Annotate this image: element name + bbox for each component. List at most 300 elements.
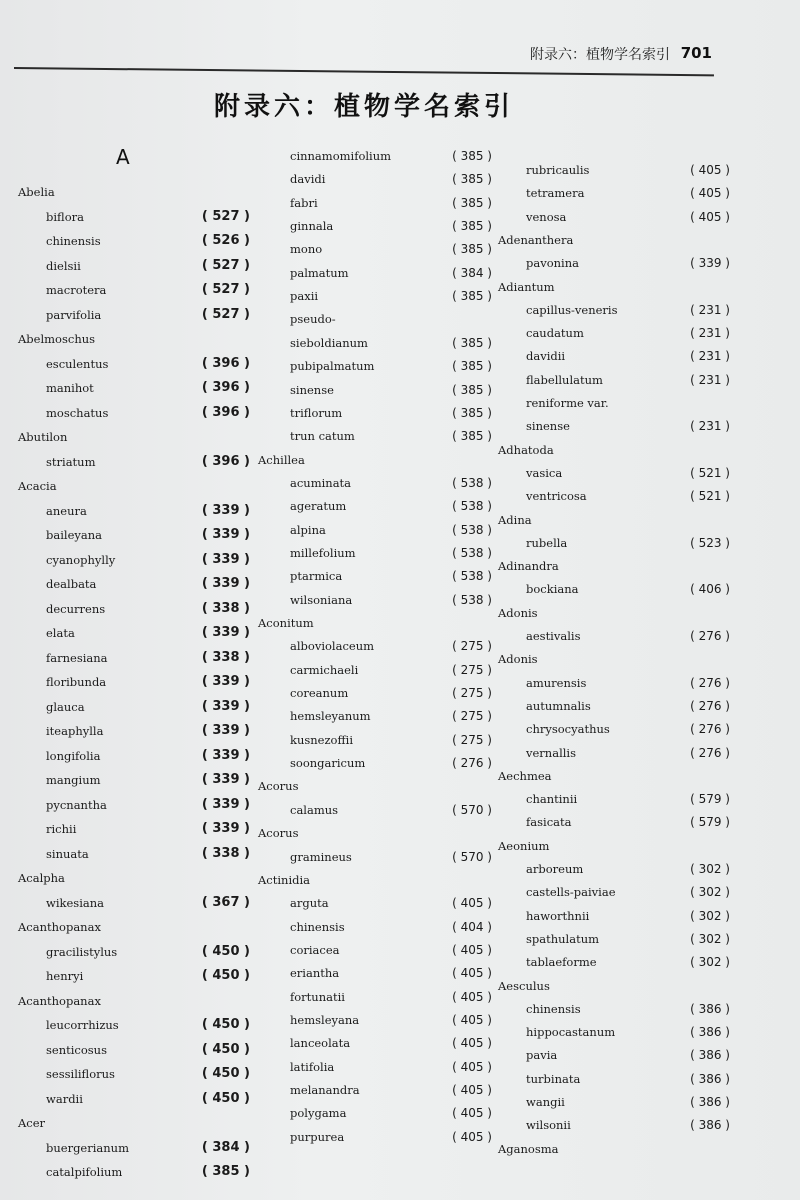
genus-heading: Acer (18, 1116, 46, 1130)
index-entry (258, 496, 492, 516)
index-entry (258, 380, 492, 400)
leader-dots (601, 952, 689, 972)
page-reference: ( 339 ) (201, 674, 250, 689)
leader-dots (133, 1138, 200, 1158)
species-name: wardii (46, 1091, 83, 1106)
page-reference: ( 276 ) (690, 629, 730, 643)
page-reference: ( 339 ) (201, 576, 250, 591)
index-entry (258, 426, 492, 446)
species-name: buergerianum (46, 1140, 129, 1155)
page-reference: ( 275 ) (452, 732, 492, 747)
page-reference: ( 450 ) (201, 1017, 250, 1032)
page-reference: ( 405 ) (452, 989, 492, 1004)
page-reference: ( 231 ) (690, 419, 730, 434)
leader-dots (88, 207, 200, 227)
genus-heading: Actinidia (258, 872, 311, 887)
index-entry (18, 795, 250, 815)
index-entry (258, 730, 492, 750)
index-entry (498, 253, 730, 273)
leader-dots (621, 300, 688, 320)
index-entry (258, 1080, 492, 1100)
species-name: alpina (290, 522, 326, 537)
leader-dots (89, 697, 200, 717)
species-name: vernallis (526, 745, 576, 760)
leader-dots (360, 543, 451, 563)
leader-dots (80, 819, 200, 839)
species-name: coreanum (290, 686, 349, 701)
leader-dots (350, 1103, 450, 1123)
index-entry (498, 533, 730, 553)
page-reference: ( 521 ) (690, 465, 730, 480)
species-name: hippocastanum (526, 1025, 616, 1040)
species-name: capillus-veneris (526, 302, 618, 317)
leader-dots (346, 566, 450, 586)
species-name: haworthnii (526, 908, 590, 923)
species-name: moschatus (46, 405, 109, 420)
leader-dots (595, 696, 688, 716)
species-name: gracilistylus (46, 944, 118, 959)
leader-dots (575, 1115, 688, 1135)
species-name: pavonina (526, 256, 579, 271)
page-reference: ( 231 ) (690, 372, 730, 387)
page-reference: ( 450 ) (201, 943, 250, 959)
index-entry (498, 812, 730, 832)
genus-heading: Acacia (18, 479, 57, 493)
index-entry (18, 1089, 250, 1109)
species-name: eriantha (290, 966, 340, 981)
species-name: ptarmica (290, 569, 343, 584)
page-reference: ( 386 ) (690, 1095, 730, 1109)
index-entry (498, 673, 730, 693)
index-entry (18, 280, 250, 300)
species-name: castells-paiviae (526, 885, 616, 900)
page-reference: ( 276 ) (690, 698, 730, 713)
leader-dots (357, 730, 450, 750)
page-reference: ( 386 ) (690, 1001, 730, 1016)
page-reference: ( 276 ) (452, 756, 492, 771)
index-entry (18, 623, 250, 643)
leader-dots (107, 721, 199, 741)
index-entry (258, 940, 492, 960)
entry-label (498, 393, 730, 413)
leader-dots (587, 859, 688, 879)
index-entry (498, 906, 730, 926)
species-name: vasica (526, 465, 563, 480)
genus-heading: Acorus (258, 826, 299, 841)
leader-dots (99, 452, 199, 472)
page-reference: ( 275 ) (452, 709, 492, 724)
index-entry (498, 719, 730, 739)
species-name: manihot (46, 381, 94, 395)
index-entry (498, 952, 730, 972)
species-name: chinensis (290, 919, 345, 934)
species-name: rubella (526, 535, 568, 550)
leader-dots (326, 239, 450, 259)
page-reference: ( 538 ) (452, 569, 492, 584)
page-reference: ( 385 ) (452, 219, 492, 234)
index-entry (498, 486, 730, 506)
species-name: farnesiana (46, 650, 108, 665)
species-name: bockiana (526, 582, 579, 597)
page-reference: ( 302 ) (690, 931, 730, 946)
index-entry (18, 1162, 250, 1182)
leader-dots (359, 426, 450, 446)
index-entry (18, 1138, 250, 1158)
index-entry (18, 966, 250, 986)
index-entry (258, 473, 492, 493)
species-name: pubipalmatum (290, 359, 375, 374)
index-entry (498, 323, 730, 343)
page-reference: ( 405 ) (690, 163, 730, 177)
page-reference: ( 405 ) (452, 1036, 492, 1051)
index-entry (18, 305, 250, 325)
species-name: floribunda (46, 675, 107, 689)
index-entry (258, 286, 492, 306)
leader-dots (581, 789, 688, 809)
page-reference: ( 338 ) (201, 600, 250, 616)
species-name: turbinata (526, 1071, 581, 1086)
leader-dots (372, 333, 450, 353)
species-name: wangii (526, 1095, 565, 1109)
leader-dots (619, 1022, 688, 1042)
leader-dots (322, 286, 450, 306)
species-name: arboreum (526, 862, 584, 876)
index-entry (18, 770, 250, 790)
leader-dots (356, 590, 450, 610)
leader-dots (355, 473, 450, 493)
page-reference: ( 538 ) (452, 592, 492, 607)
page-reference: ( 523 ) (690, 535, 730, 550)
leader-dots (583, 253, 688, 273)
leader-dots (110, 672, 200, 692)
species-name: elata (46, 626, 75, 640)
index-entry (258, 1010, 492, 1030)
index-entry (258, 590, 492, 610)
index-entry (498, 929, 730, 949)
page-reference: ( 275 ) (452, 662, 492, 677)
leader-dots (350, 496, 450, 516)
leader-dots (591, 486, 688, 506)
leader-dots (108, 893, 200, 913)
leader-dots (588, 183, 688, 203)
index-entry (18, 354, 250, 374)
index-entry (258, 987, 492, 1007)
genus-heading: Aeonium (498, 838, 550, 853)
index-entry (18, 403, 250, 423)
species-name: carmichaeli (290, 662, 359, 677)
index-entry (498, 346, 730, 366)
index-entry (258, 566, 492, 586)
page-reference: ( 405 ) (452, 1106, 492, 1121)
species-name: paxii (290, 289, 319, 304)
species-name: parvifolia (46, 307, 102, 322)
leader-dots (338, 1057, 450, 1077)
page-reference: ( 450 ) (201, 968, 250, 983)
leader-dots (614, 719, 688, 739)
leader-dots (119, 1064, 200, 1084)
species-name: chinensis (526, 1001, 581, 1016)
page-reference: ( 450 ) (201, 1066, 250, 1081)
leader-dots (574, 416, 688, 436)
index-entry (18, 207, 250, 227)
index-entry (498, 160, 730, 180)
leader-dots (353, 263, 451, 283)
page-reference: ( 385 ) (452, 172, 492, 187)
species-name: dielsii (46, 258, 81, 273)
species-name: ageratum (290, 499, 347, 514)
genus-heading: Adenanthera (498, 232, 574, 247)
species-name: rubricaulis (526, 163, 590, 177)
page-reference: ( 276 ) (690, 722, 730, 737)
index-entry (258, 263, 492, 283)
species-name: venosa (526, 209, 567, 224)
index-entry (258, 239, 492, 259)
page-reference: ( 570 ) (452, 802, 492, 817)
page-reference: ( 405 ) (452, 1083, 492, 1097)
index-entry (498, 1069, 730, 1089)
species-name: biflora (46, 209, 84, 224)
leader-dots (603, 929, 688, 949)
species-name: cinnamomifolium (290, 149, 392, 163)
leader-dots (349, 987, 450, 1007)
species-name: fortunatii (290, 989, 345, 1004)
index-entry (258, 146, 492, 166)
genus-heading: Adinandra (498, 559, 559, 574)
page-reference: ( 405 ) (452, 942, 492, 957)
page-reference: ( 385 ) (452, 382, 492, 397)
index-entry (258, 753, 492, 773)
page-reference: ( 231 ) (690, 349, 730, 364)
leader-dots (590, 673, 688, 693)
leader-dots (85, 256, 200, 276)
index-entry (258, 847, 492, 867)
leader-dots (584, 626, 688, 646)
running-title: 附录六：植物学名索引 (530, 47, 670, 63)
index-entry (18, 501, 250, 521)
page-reference: ( 276 ) (690, 745, 730, 760)
index-entry (258, 169, 492, 189)
index-entry (258, 636, 492, 656)
species-name: trun catum (290, 429, 355, 444)
genus-heading: Acanthopanax (18, 993, 101, 1008)
page-reference: ( 276 ) (690, 675, 730, 690)
index-entry (498, 416, 730, 436)
leader-dots (112, 403, 200, 423)
page-reference: ( 338 ) (201, 845, 250, 861)
page-reference: ( 405 ) (690, 209, 730, 224)
leader-dots (100, 574, 200, 594)
leader-dots (364, 1080, 450, 1100)
leader-dots (109, 599, 200, 619)
page-reference: ( 302 ) (690, 862, 730, 876)
section-letter: A (116, 145, 130, 169)
page-reference: ( 339 ) (201, 502, 250, 518)
page-reference: ( 404 ) (452, 919, 492, 934)
index-entry (258, 917, 492, 937)
leader-dots (584, 1069, 688, 1089)
page-reference: ( 405 ) (452, 1059, 492, 1074)
page-reference: ( 406 ) (690, 582, 730, 597)
leader-dots (343, 963, 450, 983)
species-name: alboviolaceum (290, 639, 375, 654)
species-name: dealbata (46, 577, 97, 591)
page-reference: ( 538 ) (452, 475, 492, 490)
species-name: kusnezoffii (290, 732, 353, 747)
page-reference: ( 527 ) (201, 257, 250, 273)
genus-heading: Acorus (258, 779, 299, 794)
page-reference: ( 405 ) (690, 186, 730, 201)
index-entry (18, 574, 250, 594)
leader-dots (342, 800, 450, 820)
species-name: wilsonii (526, 1118, 571, 1133)
species-name: senticosus (46, 1042, 107, 1057)
leader-dots (329, 169, 450, 189)
index-entry (498, 626, 730, 646)
index-entry (18, 599, 250, 619)
species-name: chrysocyathus (526, 722, 610, 737)
index-entry (258, 1033, 492, 1053)
index-entry (18, 1040, 250, 1060)
page-number: 701 (680, 44, 712, 62)
index-entry (258, 683, 492, 703)
species-name: melanandra (290, 1083, 360, 1097)
species-name: sinuata (46, 846, 89, 861)
page-reference: ( 339 ) (201, 625, 250, 640)
leader-dots (561, 1045, 688, 1065)
leader-dots (378, 356, 450, 376)
species-name: tetramera (526, 186, 585, 201)
species-name: autumnalis (526, 698, 591, 713)
index-entry (18, 819, 250, 839)
page-reference: ( 527 ) (201, 208, 250, 224)
species-name: arguta (290, 896, 329, 911)
index-entry (18, 844, 250, 864)
species-name: chantinii (526, 792, 578, 807)
index-entry (498, 743, 730, 763)
genus-heading: Aesculus (498, 978, 550, 993)
leader-dots (395, 146, 450, 166)
leader-dots (112, 648, 200, 668)
species-name: latifolia (290, 1059, 335, 1074)
species-name: iteaphylla (46, 724, 104, 738)
index-entry (258, 1127, 492, 1147)
page-reference: ( 385 ) (452, 359, 492, 374)
species-name: calamus (290, 802, 339, 817)
species-name: aestivalis (526, 629, 581, 643)
page-reference: ( 339 ) (201, 772, 250, 787)
species-name: soongaricum (290, 756, 366, 771)
page-reference: ( 405 ) (452, 896, 492, 911)
leader-dots (375, 706, 451, 726)
leader-dots (354, 1033, 450, 1053)
index-entry (18, 648, 250, 668)
genus-heading: Acanthopanax (18, 920, 101, 934)
leader-dots (105, 770, 200, 790)
page-reference: ( 396 ) (201, 404, 250, 420)
page-reference: ( 526 ) (201, 233, 250, 248)
leader-dots (593, 906, 688, 926)
species-name: lanceolata (290, 1036, 351, 1051)
page-reference: ( 385 ) (452, 242, 492, 257)
species-name: leucorrhizus (46, 1018, 119, 1032)
index-entry (258, 893, 492, 913)
genus-heading: Abelia (18, 185, 55, 199)
page-reference: ( 385 ) (452, 289, 492, 304)
species-name: gramineus (290, 849, 352, 864)
leader-dots (105, 231, 200, 251)
leader-dots (593, 160, 688, 180)
species-name: reniforme var. (526, 396, 609, 410)
species-name: davidi (290, 172, 326, 187)
page-reference: ( 384 ) (452, 265, 492, 280)
leader-dots (348, 1127, 450, 1147)
leader-dots (111, 795, 200, 815)
leader-dots (369, 753, 450, 773)
leader-dots (110, 280, 200, 300)
leader-dots (569, 1092, 688, 1112)
species-name: sieboldianum (290, 335, 368, 350)
leader-dots (352, 683, 450, 703)
species-name: caudatum (526, 326, 584, 341)
species-name: coriacea (290, 942, 340, 957)
leader-dots (566, 463, 688, 483)
leader-dots (87, 1089, 200, 1109)
page-reference: ( 385 ) (452, 195, 492, 210)
index-entry (18, 550, 250, 570)
index-entry (258, 216, 492, 236)
leader-dots (123, 1015, 200, 1035)
species-name: catalpifolium (46, 1165, 123, 1179)
index-entry (258, 1103, 492, 1123)
page-reference: ( 339 ) (201, 821, 250, 836)
page-reference: ( 385 ) (452, 149, 492, 163)
main-title: 附录六：植物学名索引 (214, 92, 515, 122)
index-entry (498, 579, 730, 599)
species-name: palmatum (290, 265, 349, 280)
species-name: ginnala (290, 219, 334, 234)
page-reference: ( 386 ) (690, 1025, 730, 1040)
leader-dots (607, 370, 688, 390)
species-name: pycnantha (46, 797, 107, 812)
index-entry (258, 660, 492, 680)
page-reference: ( 527 ) (201, 282, 250, 297)
index-entry (258, 706, 492, 726)
index-entry (18, 746, 250, 766)
species-name: polygama (290, 1106, 347, 1121)
leader-dots (620, 882, 689, 902)
page-reference: ( 538 ) (452, 499, 492, 514)
species-name: sessiliflorus (46, 1067, 115, 1081)
leader-dots (349, 917, 450, 937)
page-reference: ( 386 ) (690, 1048, 730, 1063)
leader-dots (105, 305, 200, 325)
page-reference: ( 339 ) (201, 527, 250, 542)
page-reference: ( 384 ) (201, 1139, 250, 1155)
genus-heading: Abelmoschus (18, 332, 96, 346)
page-reference: ( 385 ) (452, 405, 492, 420)
index-entry (18, 256, 250, 276)
species-name: mono (290, 242, 323, 257)
page-reference: ( 339 ) (690, 256, 730, 271)
species-name: macrotera (46, 283, 107, 297)
leader-dots (322, 193, 450, 213)
index-entry (18, 452, 250, 472)
leader-dots (588, 323, 688, 343)
entry-label (258, 309, 492, 329)
index-entry (498, 370, 730, 390)
leader-dots (333, 893, 451, 913)
leader-dots (343, 940, 450, 960)
